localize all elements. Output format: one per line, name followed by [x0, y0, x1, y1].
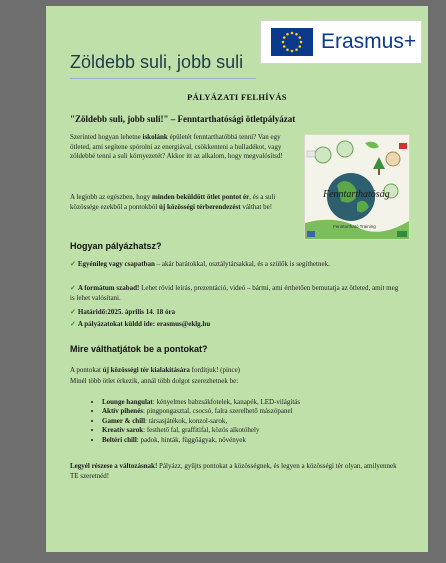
- checkmark-icon: ✓: [70, 284, 76, 292]
- header-title: Zöldebb suli, jobb suli: [70, 52, 244, 72]
- call-heading: PÁLYÁZATI FELHÍVÁS: [187, 92, 287, 102]
- eu-flag-icon: [271, 28, 313, 56]
- how-to-apply-heading: Hogyan pályázhatsz?: [70, 241, 162, 251]
- how-item-2: ✓ A formátum szabad! Lehet rövid leírás, prezentáció, videó – bármi, ami érthetően bemutatja az ötleted, amit meg is lehet valósítani.: [70, 284, 399, 302]
- subtitle: "Zöldebb suli, jobb suli!" – Fenntarthatósági ötletpályázat: [70, 114, 296, 124]
- erasmus-logo: [260, 20, 422, 64]
- illustration-caption: Fenntartható Training: [333, 224, 376, 229]
- rewards-heading: Mire válthatjátok be a pontokat?: [70, 344, 208, 354]
- list-item: • Beltéri chill: padok, hinták, függőágyak, növények: [102, 436, 402, 445]
- how-item-4: ✓ A pályázatokat küldd ide: erasmus@eklg.hu: [70, 320, 211, 328]
- header-divider: [70, 78, 256, 79]
- rewards-list: [86, 398, 402, 445]
- illustration-title: Fenntarthatóság: [323, 189, 390, 200]
- erasmus-logo-text: Erasmus+: [321, 30, 417, 53]
- list-item: • Gamer & chill: társasjátékok, konzol-sarok,: [102, 417, 402, 426]
- how-item-1: ✓ Egyénileg vagy csapatban – akár barátokkal, osztálytársakkal, és a szülők is segíthetnek.: [70, 260, 330, 268]
- closing-paragraph: Legyél részese a változásnak! Pályázz, gyűjts pontokat a közösségnek, és legyen a közösségi tér olyan, amilyennek TE szeretnéd!: [70, 462, 397, 480]
- checkmark-icon: ✓: [70, 260, 76, 268]
- poster-page: [46, 6, 428, 552]
- rewards-paragraph-2: Minél több ötlet érkezik, annál több dolgot szerezhetnek be:: [70, 377, 239, 385]
- list-item: • Aktív pihenés: pingpongasztal, csocsó, falra szerelhető mászópanel: [102, 407, 402, 416]
- checkmark-icon: ✓: [70, 320, 76, 328]
- checkmark-icon: ✓: [70, 308, 76, 316]
- rewards-paragraph-1: A pontokat új közösségi tér kialakítására fordítjuk! (pince): [70, 366, 241, 374]
- intro-paragraph-1: Szerinted hogyan lehetne iskolánk épületét fenntarthatóbbá tenni? Van egy ötleted, ami segítene spórolni az energiával, csökkenteni a hulladékot, vagy zöldebbé tenni a suli környezetét? Akkor itt az alkalom, hogy megvalósítsd!: [70, 133, 283, 161]
- how-item-3: ✓ Határidő:2025. április 14. 18 óra: [70, 308, 176, 316]
- intro-paragraph-2: A legjobb az egészben, hogy minden beküldött ötlet pontot ér, és a suli közössége ezekből a pontokból új közösségi térberendezést válthat be!: [70, 193, 276, 211]
- list-item: • Kreatív sarok: festhető fal, graffitifal, közös alkotóhely: [102, 426, 402, 435]
- list-item: • Lounge hangulat: kényelmes babzsákfotelek, kanapék, LED-világítás: [102, 398, 402, 407]
- sustainability-illustration: [304, 134, 410, 240]
